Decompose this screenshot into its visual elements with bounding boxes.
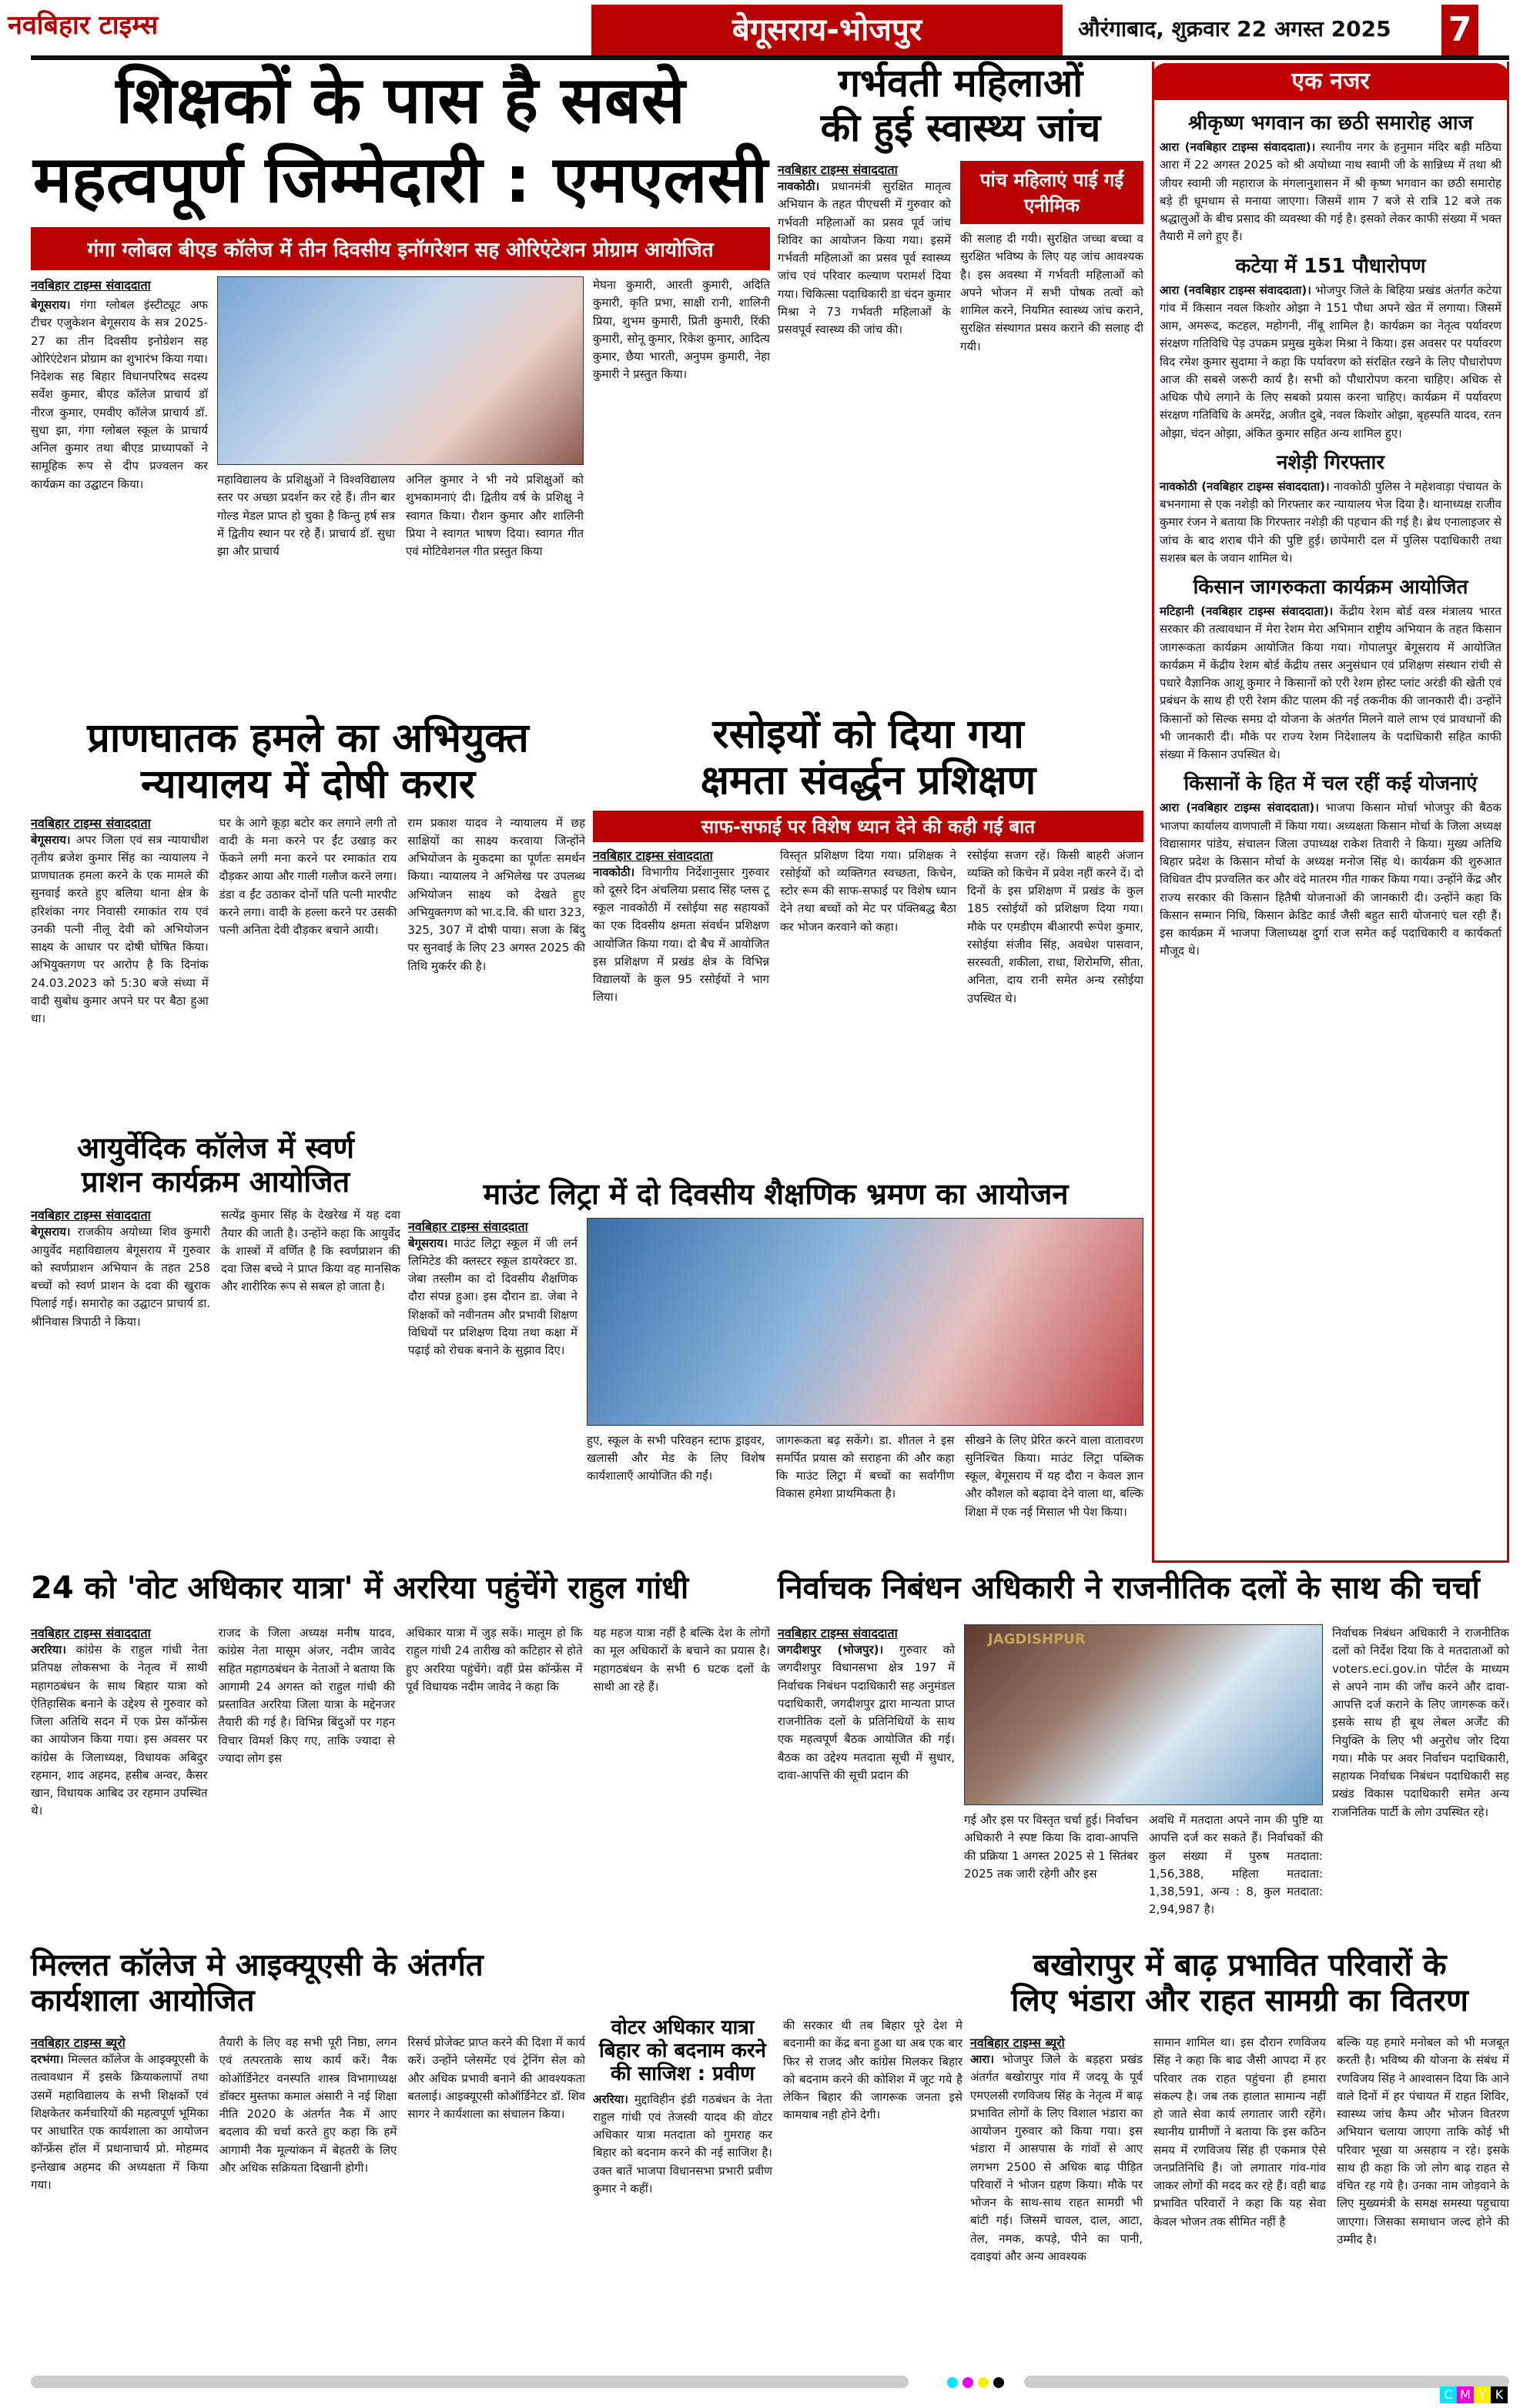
news-photo-inauguration xyxy=(217,276,584,465)
story-pregnant-women-checkup xyxy=(778,62,1143,356)
article-text: अनिल कुमार ने भी नये प्रशिक्षुओं को शुभकामनाएं दी। द्वितीय वर्ष के प्रशिक्षु ने स्वागत किया। रौशन कुमार और शालिनी प्रिया ने स्वागत भाषण दिया। स्वागत गीत एवं मोटिवेशनल गीत प्रस्तुत किया xyxy=(406,473,584,559)
registration-dots xyxy=(947,2377,1004,2388)
page-number: 7 xyxy=(1441,5,1478,55)
article-text: कांग्रेस के राहुल गांधी नेता प्रतिपक्ष लोकसभा के नेतृत्व में साथी महागठबंधन के साथ बिहार यात्रा को ऐतिहासिक बनाने के उद्देश्य से गुरुवार को जिला अतिथि सदन में एक प्रेस कॉन्फ्रेंस का आयोजन किया गया। इस अवसर पर कांग्रेस के जिलाध्यक्ष, विधायक अबिदुर रहमान, शाद अहमद, हसीब अन्वर, कैसर खान, विधायक आबिद उर रहमान उपस्थित थे। xyxy=(31,1643,208,1818)
article-text: विभागीय निर्देशानुसार गुरुवार को दूसरे दिन अंचलिया प्रसाद सिंह प्लस टू स्कूल नावकोठी में रसोईया सह सहायकों का एक दिवसीय क्षमता संवर्धन प्रशिक्षण आयोजित किया गया। दो बैच में आयोजित इस प्रशिक्षण में प्रखंड क्षेत्र के विभिन्न विद्यालयों के कुल 95 रसोईयों ने भाग लिया। xyxy=(593,865,769,1005)
dateline: बेगूसराय। xyxy=(31,832,71,847)
masthead-rule xyxy=(31,55,1509,60)
dateline: नावकोठी। xyxy=(778,179,820,193)
article-text: गई और इस पर विस्तृत चर्चा हुई। निर्वाचन अधिकारी ने स्पष्ट किया कि दावा-आपत्ति की प्रक्रिया 1 अगस्त 2025 से 1 सितंबर 2025 तक जारी रहेगी और इस xyxy=(964,1813,1138,1881)
dateline: अररिया। xyxy=(593,2092,628,2106)
article-text: घर के आगे कूड़ा बटोर कर लगाने लगी तो वादी के मना करने पर ईंट उखाड़ कर फेंकने लगी मना करने पर रमाकांत राय दौड़कर आया और गाली गलौज करने लगा। डंडा व ईंट उठाकर दोनों पति पत्नी मारपीट करने लगा। वादी के हल्ला करने पर उसकी पत्नी अनिता देवी दौड़कर बचाने आयी। xyxy=(219,815,397,938)
byline: नवबिहार टाइम्स संवाददाता xyxy=(31,815,151,831)
print-registration-bar xyxy=(1024,2376,1509,2388)
sidebar-title: एक नजर xyxy=(1152,63,1509,100)
magenta-dot xyxy=(962,2377,973,2388)
brief-text: नावकोठी पुलिस ने महेशवाड़ा पंचायत के बभनगामा से एक नशेड़ी को गिरफ्तार कर न्यायालय भेज दिया है। थानाध्यक्ष राजीव कुमार रंजन ने बताया कि गिरफ्तार नशेड़ी की पहचान की गई है। ब्रेथ एनालाइजर से जांच के बाद शराब पीने की पुष्टि हुई। छापेमारी दल में पुलिस पदाधिकारी तथा सशस्त्र बल के जवान शामिल थे। xyxy=(1160,479,1502,565)
byline: नवबिहार टाइम्स संवाददाता xyxy=(31,1626,151,1640)
byline: नवबिहार टाइम्स संवाददाता xyxy=(778,162,898,177)
dateline: बेगूसराय। xyxy=(31,298,71,313)
article-text: अधिकार यात्रा में जुड़ सकें। मालूम हो कि राहुल गांधी 24 तारीख को कटिहार से होते हुए अररिया पहुंचेंगे। वहीं प्रेस कॉन्फ्रेंस में पूर्व विधायक नदीम जावेद ने कहा कि xyxy=(406,1626,583,1694)
newspaper-name: नवबिहार टाइम्स xyxy=(8,10,159,41)
black-dot xyxy=(993,2377,1004,2388)
dateline: आरा। xyxy=(970,2052,995,2066)
cmyk-k: K xyxy=(1491,2386,1508,2403)
headline: 24 को 'वोट अधिकार यात्रा' में अररिया पहुंचेंगे राहुल गांधी xyxy=(31,1570,689,1606)
dateline: दरभंगा। xyxy=(31,2052,64,2066)
story-mlc-teachers xyxy=(31,63,770,560)
headline: निर्वाचक निबंधन अधिकारी ने राजनीतिक दलों के साथ की चर्चा xyxy=(778,1570,1480,1606)
dateline: आरा (नवबिहार टाइम्स संवाददाता)। xyxy=(1160,801,1319,815)
headline: माउंट लिट्रा में दो दिवसीय शैक्षणिक भ्रमण का आयोजन xyxy=(483,1177,1069,1211)
story-ayurvedic-college xyxy=(31,1132,400,1331)
byline: नवबिहार टाइम्स संवाददाता xyxy=(778,1626,898,1640)
article-text: जागरूकता बढ़ सकेंगे। डा. शीतल ने इस समर्पित प्रयास को सराहना की और कहा कि माउंट लिट्रा में बच्चों का सर्वांगीण विकास हमेशा प्राथमिकता है। xyxy=(775,1433,955,1501)
brief-headline: कटेया में 151 पौधारोपण xyxy=(1235,254,1426,278)
headline: न्यायालय में दोषी करार xyxy=(141,761,475,808)
article-text: अपर जिला एवं सत्र न्यायाधीश तृतीय ब्रजेश कुमार सिंह का न्यायालय ने प्राणघातक हमला करने के एक मामले की सुनवाई करते हुए बलिया थाना क्षेत्र के हरिशंका नगर निवासी रमाकांत राय एवं उनकी पत्नी नीलू देवी को अभियोजन साक्ष्य के आधार पर दोषी घोषित किया। अभियुक्तगण पर आरोप है कि दिनांक 24.03.2023 को 5:30 बजे संध्या में वादी सुबोध कुमार अपने घर पर बैठा हुआ था। xyxy=(31,832,209,1026)
cmyk-color-block xyxy=(1440,2386,1508,2403)
brief-headline: श्रीकृष्ण भगवान का छठी समारोह आज xyxy=(1188,112,1473,135)
brief-text: भोजपुर जिले के बिहिया प्रखंड अंतर्गत कटेया गांव में किसान नवल किशोर ओझा ने 151 पौधा अपने खेत में लगाया। जिसमें आम, अमरूद, कटहल, महोगनी, नींबू शामिल है। कार्यक्रम का नेतृत्व पर्यावरण संरक्षण गतिविधि पेड़ उपक्रम प्रमुख मुकेश मिश्रा ने किया। इस अवसर पर पर्यावरण विद रमेश कुमार सुदामा ने कहा कि पर्यावरण को संरक्षित रखने के लिए पौधारोपण आज की सबसे जरूरी कार्य है। सभी को पौधारोपण करना चाहिए। अधिक से अधिक पौधे लगाने के लिए सबको प्रयास करना चाहिए। कार्यक्रम में पर्यावरण संरक्षण गतिविधि के अमरेंद्र, अजीत दुबे, नवल किशोर ओझा, बृहस्पति यादव, रतन ओझा, चंदन ओझा, अंकित कुमार सहित अन्य शामिल हुए। xyxy=(1160,283,1502,440)
headline: बखोरापुर में बाढ़ प्रभावित परिवारों के xyxy=(1033,1948,1447,1983)
headline: प्राणघातक हमले का अभियुक्त xyxy=(87,715,529,761)
issue-date: औरंगाबाद, शुक्रवार 22 अगस्त 2025 xyxy=(1078,16,1391,42)
print-registration-bar xyxy=(31,2376,909,2388)
brief-headline: किसान जागरुकता कार्यक्रम आयोजित xyxy=(1193,576,1468,599)
sidebar-briefs xyxy=(1160,103,1502,961)
story-mount-litera xyxy=(408,1178,1143,1521)
article-text: विस्तृत प्रशिक्षण दिया गया। प्रशिक्षक ने रसोईयों को व्यक्तिगत स्वच्छता, किचेन, स्टोर रूम की साफ-सफाई पर विशेष ध्यान देने तथा बच्चों को मेट पर पंक्तिबद्ध बैठा कर भोजन करवाने को कहा। xyxy=(780,848,956,934)
headline: बिहार को बदनाम करने xyxy=(598,2038,766,2062)
brief-text: स्थानीय नगर के हनुमान मंदिर बड़ी मठिया आरा में 22 अगस्त 2025 को श्री अयोध्या नाथ स्वामी जी के सान्निध्य में तथा श्री जीयर स्वामी जी महाराज के मंगलानुशासन में श्री कृष्ण भगवान का छठी समारोह बड़े ही धूमधाम से मनाया जाएगा। जिसमें शाम 7 बजे से रात्रि 12 बजे तक श्रद्धालुओं के बीच प्रसाद की व्यवस्था की गई है। इसको लेकर काफी संख्या में भक्त तैयारी में लगे हुए हैं। xyxy=(1160,140,1502,244)
byline: नवबिहार टाइम्स ब्यूरो xyxy=(970,2035,1065,2050)
byline: नवबिहार टाइम्स संवाददाता xyxy=(408,1219,528,1234)
headline: आयुर्वेदिक कॉलेज में स्वर्ण xyxy=(77,1131,354,1165)
story-rahul-gandhi-yatra xyxy=(31,1570,770,1821)
article-text: यह महज यात्रा नहीं है बल्कि देश के लोगों का मूल अधिकारों के बचाने का प्रयास है। महागठबंधन के सभी 6 घटक दलों के साथी आ रहे हैं। xyxy=(593,1626,770,1694)
article-text: की सलाह दी गयी। सुरक्षित जच्चा बच्चा व सुरक्षित भविष्य के लिए यह जांच आवश्यक है। इस अवस्था में गर्भवती महिलाओं को अपने भोजन में सभी पोषक तत्वों को शामिल करने, नियमित स्वास्थ्य जांच कराने, सुरक्षित संस्थागत प्रसव कराने की सलाह दी गयी। xyxy=(960,232,1143,353)
article-text: मिल्लत कॉलेज के आइक्यूएसी के तत्वावधान में इसके क्रियाकलापों तथा उसमें महाविद्यालय के सभी शिक्षकों एवं शिक्षकेतर कर्मचारियों की महत्वपूर्ण भूमिका पर आधारित एक कार्यशाला का आयोजन कॉन्फ्रेंस हॉल में प्रधानाचार्य प्रो. मोहम्मद इन्तेखाब अहमद की अध्यक्षता में किया गया। xyxy=(31,2052,209,2192)
article-text: रिसर्च प्रोजेक्ट प्राप्त करने की दिशा में कार्य करें। उन्होंने प्लेसमेंट एवं ट्रेनिंग सेल को और अधिक प्रभावी बनाने की आवश्यकता बतलाई। आइक्यूएसी कोऑर्डिनेटर डॉ. शिव सागर ने कार्यशाला का संचालन किया। xyxy=(407,2035,586,2121)
brief-item xyxy=(1160,447,1502,567)
article-text: सामान शामिल था। इस दौरान रणविजय सिंह ने कहा कि बाढ जैसी आपदा में हर परिवार तक राहत पहुंचना ही हमारा संकल्प है। जब तक हालात सामान्य नहीं हो जाते सेवा कार्य लगातार जारी रहेंगे। स्थानीय ग्रामीणों ने बताया कि इस कठिन समय में रणविजय सिंह ही एकमात्र ऐसे जनप्रतिनिधि हैं। जो लगातार गांव-गांव जाकर लोगों की मदद कर रहे हैं। वही बाढ प्रभावित परिवारों ने कहा कि यह सेवा केवल भोजन तक सीमित नहीं है xyxy=(1153,2035,1326,2229)
dateline: नावकोठी (नवबिहार टाइम्स संवाददाता)। xyxy=(1160,479,1330,493)
headline: लिए भंडारा और राहत सामग्री का वितरण xyxy=(1011,1983,1468,2018)
subheadline-bar: गंगा ग्लोबल बीएड कॉलेज में तीन दिवसीय इनॉगरेशन सह ओरिएंटेशन प्रोग्राम आयोजित xyxy=(31,227,770,270)
headline: वोटर अधिकार यात्रा xyxy=(611,2016,755,2039)
article-text: भोजपुर जिले के बड़हरा प्रखंड अंतर्गत बखोरापुर गांव में जदयू के पूर्व एमएलसी रणविजय सिंह के नेतृत्व में बाढ़ प्रभावित लोगों के लिए विशाल भंडारा का आयोजन गुरुवार को किया गया। इस भंडारा में आसपास के गांवों से आए लगभग 2500 से अधिक बाढ़ पीड़ित परिवारों ने भोजन ग्रहण किया। मौके पर भोजन के साथ-साथ राहत सामग्री भी बांटी गई। जिसमें चावल, दाल, आटा, तेल, नमक, कपड़े, पीने का पानी, दवाइयां और अन्य आवश्यक xyxy=(970,2052,1143,2263)
brief-item xyxy=(1160,768,1502,960)
subheadline-bar: साफ-सफाई पर विशेष ध्यान देने की कही गई बात xyxy=(593,811,1143,842)
story-flood-relief xyxy=(970,1948,1509,2266)
brief-headline: नशेड़ी गिरफ्तार xyxy=(1276,450,1384,474)
headline: प्राशन कार्यक्रम आयोजित xyxy=(81,1164,350,1199)
dateline: आरा (नवबिहार टाइम्स संवाददाता)। xyxy=(1160,140,1316,154)
headline: रसोइयों को दिया गया xyxy=(712,711,1024,758)
story-court-verdict xyxy=(31,716,585,1028)
dateline: आरा (नवबिहार टाइम्स संवाददाता)। xyxy=(1160,283,1311,297)
article-text: गुरुवार को जगदीशपुर विधानसभा क्षेत्र 197 में निर्वाचक निबंधन पदाधिकारी सह अनुमंडल पदाधिकारी, जगदीशपुर द्वारा मान्यता प्राप्त राजनीतिक दलों के प्रतिनिधियों के साथ एक महत्वपूर्ण बैठक आयोजित की गई। बैठक का उद्देश्य मतदाता सूची में सुधार, दावा-आपत्ति की सूची प्रदान की xyxy=(778,1643,955,1782)
headline: की हुई स्वास्थ्य जांच xyxy=(820,105,1101,150)
photo-sign-text: JAGDISHPUR xyxy=(988,1631,1086,1647)
dateline: बेगूसराय। xyxy=(31,1225,71,1239)
article-text: सत्येंद्र कुमार सिंह के देखरेख में यह दवा तैयार की जाती है। उन्होंने कहा कि आयुर्वेद के शास्त्रों में वर्णित है कि स्वर्णप्राशन की दवा जिस बच्चे ने प्राप्त किया वह मानसिक और शारीरिक रूप से सबल हो जाता है। xyxy=(221,1208,400,1294)
article-text: राम प्रकाश यादव ने न्यायालय में छह साक्षियों का साक्ष्य करवाया जिन्होंने अभियोजन के मुकदमा का पूर्णतः समर्थन किया। न्यायालय ने अभिलेख पर उपलब्ध अभियोजन साक्ष्य को देखते हुए अभियुक्तगण को भा.द.वि. की धारा 323, 325, 307 में दोषी पाया। सजा के बिंदु पर सुनवाई के लिए 23 अगस्त 2025 की तिथि मुकर्रर की है। xyxy=(407,815,586,973)
article-text: प्रधानमंत्री सुरक्षित मातृत्व अभियान के तहत पीएचसी में गुरुवार को गर्भवती महिलाओं का प्रसव पूर्व जांच शिविर का आयोजन किया गया। इसमें गर्भवती महिलाओं का प्रसव पूर्व स्वास्थ्य जांच एवं परिवार कल्याण परामर्श दिया गया। चिकित्सा पदाधिकारी डा चंदन कुमार मिश्रा ने 73 गर्भवती महिलाओं के प्रसवपूर्व स्वास्थ्य की जांच की। xyxy=(778,179,951,336)
article-text: अवधि में मतदाता अपने नाम की पुष्टि या आपत्ति दर्ज कर सकते हैं। निर्वाचकों की कुल संख्या में पुरुष मतदाता: 1,56,388, महिला मतदाता: 1,38,591, अन्य : 8, कुल मतदाता: 2,94,987 है। xyxy=(1149,1813,1323,1917)
headline: की साजिश : प्रवीण xyxy=(610,2062,755,2085)
brief-item xyxy=(1160,572,1502,764)
article-text: सीखने के लिए प्रेरित करने वाला वातावरण सुनिश्चित किया। माउंट लिट्रा पब्लिक स्कूल, बेगूसराय में यह दौरा न केवल ज्ञान और कौशल को बढ़ावा देने वाला था, बल्कि शिक्षा में एक नई मिसाल भी पेश किया। xyxy=(965,1433,1144,1519)
article-text: निर्वाचक निबंधन अधिकारी ने राजनीतिक दलों को निर्देश दिया कि वे मतदाताओं को voters.eci.gov.in पोर्टल के माध्यम से अपने नाम की जाँच करने और दावा-आपत्ति दर्ज कराने के लिए जागरूक करें। इसके साथ ही बूथ लेबल अर्जेंट की नियुक्ति के लिए भी अनुरोध जोर दिया गया। मौके पर अवर निर्वाचन पदाधिकारी, सहायक निर्वाचक निबंधन पदाधिकारी सह प्रखंड विकास पदाधिकारी समेत अन्य राजनितिक पार्टी के लोग उपस्थित रहे। xyxy=(1332,1626,1509,1819)
byline: नवबिहार टाइम्स ब्यूरो xyxy=(31,2035,126,2050)
dateline: मटिहानी (नवबिहार टाइम्स संवाददाता)। xyxy=(1160,604,1334,618)
article-text: महाविद्यालय के प्रशिक्षुओं ने विश्वविद्यालय स्तर पर अच्छा प्रदर्शन कर रहे हैं। तीन बार गोल्ड मेडल प्राप्त हो चुका है किन्तु हर्ष सत्र में द्वितीय स्थान पर रहे हैं। प्राचार्य डॉ. सुधा झा और प्राचार्य xyxy=(217,473,395,559)
headline: गर्भवती महिलाओं xyxy=(838,61,1083,105)
story-election-officer-meeting xyxy=(778,1570,1509,1919)
byline: नवबिहार टाइम्स संवाददाता xyxy=(31,1208,151,1223)
yellow-dot xyxy=(978,2377,989,2388)
brief-item xyxy=(1160,251,1502,443)
cmyk-m: M xyxy=(1457,2386,1474,2403)
article-text: मुद्दाविहीन इंडी गठबंधन के नेता राहुल गांधी एवं तेजस्वी यादव की वोटर अधिकार यात्रा मतदाता को गुमराह कर बिहार को बदनाम करने की नई साजिश है। उक्त बातें भाजपा विधानसभा प्रभारी प्रवीण कुमार ने कहीं। xyxy=(593,2092,772,2196)
byline: नवबिहार टाइम्स संवाददाता xyxy=(31,278,151,293)
section-title: बेगूसराय-भोजपुर xyxy=(591,5,1063,55)
article-text: की सरकार थी तब बिहार पूरे देश मे बदनामी का केंद्र बना हुआ था अब एक बार फिर से राजद और कांग्रेस मिलकर बिहार को बदनाम करने की कोशिश में जूट गये है लेकिन बिहार की जागरूक जनता इसे कामयाब नही होने देगी। xyxy=(783,2018,962,2122)
brief-text: केंद्रीय रेशम बोर्ड वस्त्र मंत्रालय भारत सरकार की तत्वावधान में मेरा रेशम मेरा अभिमान राष्ट्रीय अभियान के तहत किसान जागरूकता कार्यक्रम आयोजित किया गया। गोपालपुर बेगूसराय में आयोजित कार्यक्रम में केंद्रीय रेशम बोर्ड केंद्रीय तसर अनुसंधान एवं प्रशिक्षण संस्थान रांची से पधारे वैज्ञानिक आशू कुमार ने किसानों को एरी रेशम होस्ट प्लांट अरंडी की खेती एवं प्रबंधन के साथ ही एरी रेशम कीट पालम की नई तकनीक की जानकारी दी। उन्होंने किसानों को सिल्क समग्र दो योजना के अंतर्गत मिलने वाले लाभ एवं प्रावधानों की भी जानकारी दी। मौके पर राज्य रेशम निदेशालय के पदाधिकारी सहित काफी संख्या में किसान उपस्थित थे। xyxy=(1160,604,1502,761)
cmyk-c: C xyxy=(1440,2386,1457,2403)
dateline: जगदीशपुर (भोजपुर)। xyxy=(778,1643,884,1657)
byline: नवबिहार टाइम्स संवाददाता xyxy=(593,848,713,863)
article-text: राजकीय अयोध्या शिव कुमारी आयुर्वेद महाविद्यालय बेगूसराय में गुरुवार को स्वर्णप्राशन अभियान के तहत 258 बच्चों को स्वर्ण प्राशन के दवा की खुराक पिलाई गई। समारोह का उद्घाटन प्राचार्य डा. श्रीनिवास त्रिपाठी ने किया। xyxy=(31,1225,210,1329)
cyan-dot xyxy=(947,2377,958,2388)
article-text: मेघना कुमारी, आरती कुमारी, अदिति कुमारी, कृति प्रभा, साक्षी रानी, शालिनी प्रिया, शुभम कुमारी, प्रिती कुमारी, रिंकी कुमारी, सोनू कुमार, रिकेश कुमार, आदित्य कुमार, छैया भारती, अनुपम कुमारी, नेहा कुमारी ने प्रस्तुत किया। xyxy=(593,278,770,382)
article-text: गंगा ग्लोबल इंस्टीट्यूट अफ टीचर एजुकेशन बेगूसराय के सत्र 2025-27 का तीन दिवसीय इनोग्रेशन सह ओरिएंटेशन प्रोग्राम का शुभारंभ किया गया। निदेशक सह बिहार विधानपरिषद सदस्य सर्वेश कुमार, बीएड कॉलेज प्राचार्य डॉ नीरज कुमार, एमवीए कॉलेज प्राचार्य डॉ. सुधा झा, गंगा ग्लोबल स्कूल के प्राचार्य अनिल कुमार तथा बीएड प्राध्यापकों ने सामूहिक रूप से दीप प्रज्वलन कर कार्यक्रम का उद्घाटन किया। xyxy=(31,298,208,491)
article-text: रसोईया सजग रहें। किसी बाहरी अंजान व्यक्ति को किचेन में प्रवेश नहीं करने दें। दो दिनों के इस प्रशिक्षण में प्रखंड के कुल 185 रसोईयों को प्रशिक्षण दिया गया। मौके पर एमडीएम बीआरपी रूपेश कुमार, रसोईया संजीव सिंह, अवधेश पासवान, सरस्वती, शकीला, राधा, शिरोमणि, सीता, अनिता, दाय रानी समेत अन्य रसोईया उपस्थित थे। xyxy=(967,848,1143,1005)
story-millat-college-workshop xyxy=(31,1948,585,2194)
news-photo-group xyxy=(587,1218,1143,1426)
headline: शिक्षकों के पास है सबसे xyxy=(116,62,685,138)
headline: महत्वपूर्ण जिम्मेदारी : एमएलसी xyxy=(32,141,768,217)
story-cook-training xyxy=(593,712,1143,1008)
brief-text: भाजपा किसान मोर्चा भोजपुर की बैठक भाजपा कार्यालय वाणपाली में किया गया। अध्यक्षता किसान मोर्चा के जिला अध्यक्ष विद्यासागर पांडेय, संचालन जिला उपाध्यक्ष राकेश तिवारी ने किया। मुख्य अतिथि बिहार प्रदेश के किसान मोर्चा के अध्यक्ष मनोज सिंह थे। कार्यक्रम की शुरुआत विधिवत दीप प्रज्वलित कर और वंदे मातरम गीत गाकर किया गया। उन्होंने केंद्र और राज्य सरकार की किसान हितैषी योजनाओं की जानकारी दी। उन्होंने कहा कि किसान सम्मान निधि, किसान क्रेडिट कार्ड जैसी बहुत सारी योजनाएं चल रही हैं। इस कार्यक्रम में भाजपा जिलाध्यक्ष दुर्गा राज समेत कई पदाधिकारी व कार्यकर्ता मौजूद थे। xyxy=(1160,801,1502,958)
dateline: अररिया। xyxy=(31,1643,66,1657)
headline: क्षमता संवर्द्धन प्रशिक्षण xyxy=(700,757,1036,804)
brief-headline: किसानों के हित में चल रहीं कई योजनाएं xyxy=(1183,772,1478,796)
brief-item xyxy=(1160,108,1502,246)
dateline: नावकोठी। xyxy=(593,865,635,879)
article-text: तैयारी के लिए वह सभी पूरी निष्ठा, लगन एवं तत्परताके साथ कार्य करें। नैक कोऑर्डिनेटर वनस्पति शास्त्र विभागाध्यक्ष डॉक्टर मुस्तफा कमाल अंसारी ने नई शिक्षा नीति 2020 के अंतर्गत नैक में आए बदलाव की चर्चा करते हुए कहा कि हमें आगामी नैक मूल्यांकन में बेहतरी के लिए और अधिक सक्रियता दिखानी होगी। xyxy=(219,2035,397,2175)
article-text: राजद के जिला अध्यक्ष मनीष यादव, कांग्रेस नेता मासूम अंजर, नदीम जावेद सहित महागठबंधन के नेताओं ने बताया कि आगामी 24 अगस्त को राहुल गांधी की प्रस्तावित अररिया जिला यात्रा के मद्देनजर तैयारी की गई है। विभिन्न बिंदुओं पर गहन विचार विमर्श किए गए, ताकि ज्यादा से ज्यादा लोग इस xyxy=(218,1626,395,1765)
article-text: हुए, स्कूल के सभी परिवहन स्टाफ ड्राइवर, खलासी और मेड के लिए विशेष कार्यशालाएँ आयोजित की गईं। xyxy=(587,1433,765,1483)
article-text: बल्कि यह हमारे मनोबल को भी मजबूत करती है। भविष्य की योजना के संबंध में रणविजय सिंह ने आश्वासन दिया कि आने वाले दिनों में हर पंचायत में राहत शिविर, स्वास्थ्य जांच कैम्प और भोजन वितरण अभियान चलाया जाएगा ताकि कोई भी परिवार भूखा या असहाय न रहे। इसके साथ ही कहा कि जो लोग बाढ़ राहत से वंचित रह गये है। उनका नाम जोड़वाने के लिए मुख्यमंत्री के समक्ष समस्या पहुचाया जाएगा। जिसका समाधान जल्द होने की उम्मीद है। xyxy=(1337,2035,1509,2246)
headline: मिल्लत कॉलेज मे आइक्यूएसी के अंतर्गत कार्यशाला आयोजित xyxy=(31,1948,484,2018)
cmyk-y: Y xyxy=(1474,2386,1491,2403)
article-text: माउंट लिट्रा स्कूल में जी लर्न लिमिटेड की क्लस्टर स्कूल डायरेक्टर डा. जेबा तस्लीम का दो दिवसीय शैक्षणिक दौरा संपन्न हुआ। इस दौरान डा. जेबा ने शिक्षकों को नवीनतम और प्रभावी शिक्षण विधियों पर प्रशिक्षण दिया तथा कक्षा में पढ़ाई को रोचक बनाने के सुझाव दिए। xyxy=(408,1236,578,1358)
news-photo-meeting xyxy=(964,1624,1323,1805)
callout-box: पांच महिलाएं पाई गईं एनीमिक xyxy=(960,161,1143,224)
story-voter-yatra-conspiracy xyxy=(593,2017,962,2198)
dateline: बेगूसराय। xyxy=(408,1236,448,1250)
